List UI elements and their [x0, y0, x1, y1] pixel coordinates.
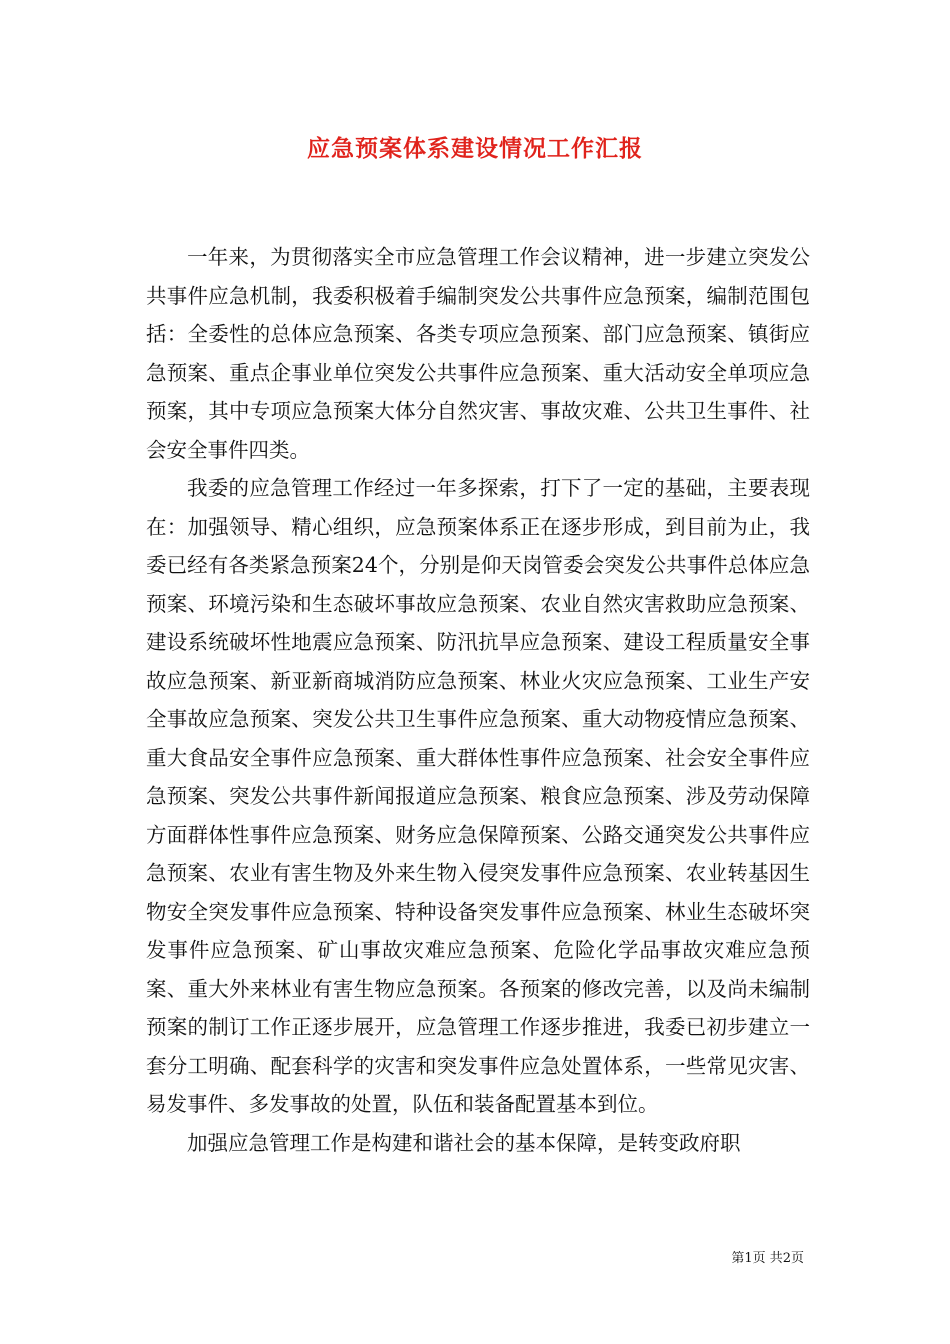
paragraph-3: 加强应急管理工作是构建和谐社会的基本保障，是转变政府职 [187, 1130, 741, 1155]
document-title: 应急预案体系建设情况工作汇报 [307, 135, 643, 162]
page-number-footer: 第1页 共2页 [731, 1251, 804, 1266]
document-body [146, 238, 810, 1162]
paragraph-1: 一年来，为贯彻落实全市应急管理工作会议精神，进一步建立突发公共事件应急机制，我委积极着手编制突发公共事件应急预案，编制范围包括：全委性的总体应急预案、各类专项应急预案、部门应急预案、镇街应急预案、重点企事业单位突发公共事件应急预案、重大活动安全单项应急预案，其中专项应急预案大体分自然灾害、事故灾难、公共卫生事件、社会安全事件四类。 [146, 245, 810, 462]
paragraph-2: 我委的应急管理工作经过一年多探索，打下了一定的基础，主要表现在：加强领导、精心组织，应急预案体系正在逐步形成，到目前为止，我委已经有各类紧急预案24个，分别是仰天岗管委会突发公共事件总体应急预案、环境污染和生态破坏事故应急预案、农业自然灾害救助应急预案、建设系统破坏性地震应急预案、防汛抗旱应急预案、建设工程质量安全事故应急预案、新亚新商城消防应急预案、林业火灾应急预案、工业生产安全事故应急预案、突发公共卫生事件应急预案、重大动物疫情应急预案、重大食品安全事件应急预案、重大群体性事件应急预案、社会安全事件应急预案、突发公共事件新闻报道应急预案、粮食应急预案、涉及劳动保障方面群体性事件应急预案、财务应急保障预案、公路交通突发公共事件应急预案、农业有害生物及外来生物入侵突发事件应急预案、农业转基因生物安全突发事件应急预案、特种设备突发事件应急预案、林业生态破坏突发事件应急预案、矿山事故灾难应急预案、危险化学品事故灾难应急预案、重大外来林业有害生物应急预案。各预案的修改完善，以及尚未编制预案的制订工作正逐步展开，应急管理工作逐步推进，我委已初步建立一套分工明确、配套科学的灾害和突发事件应急处置体系，一些常见灾害、易发事件、多发事故的处置，队伍和装备配置基本到位。 [146, 476, 810, 1116]
